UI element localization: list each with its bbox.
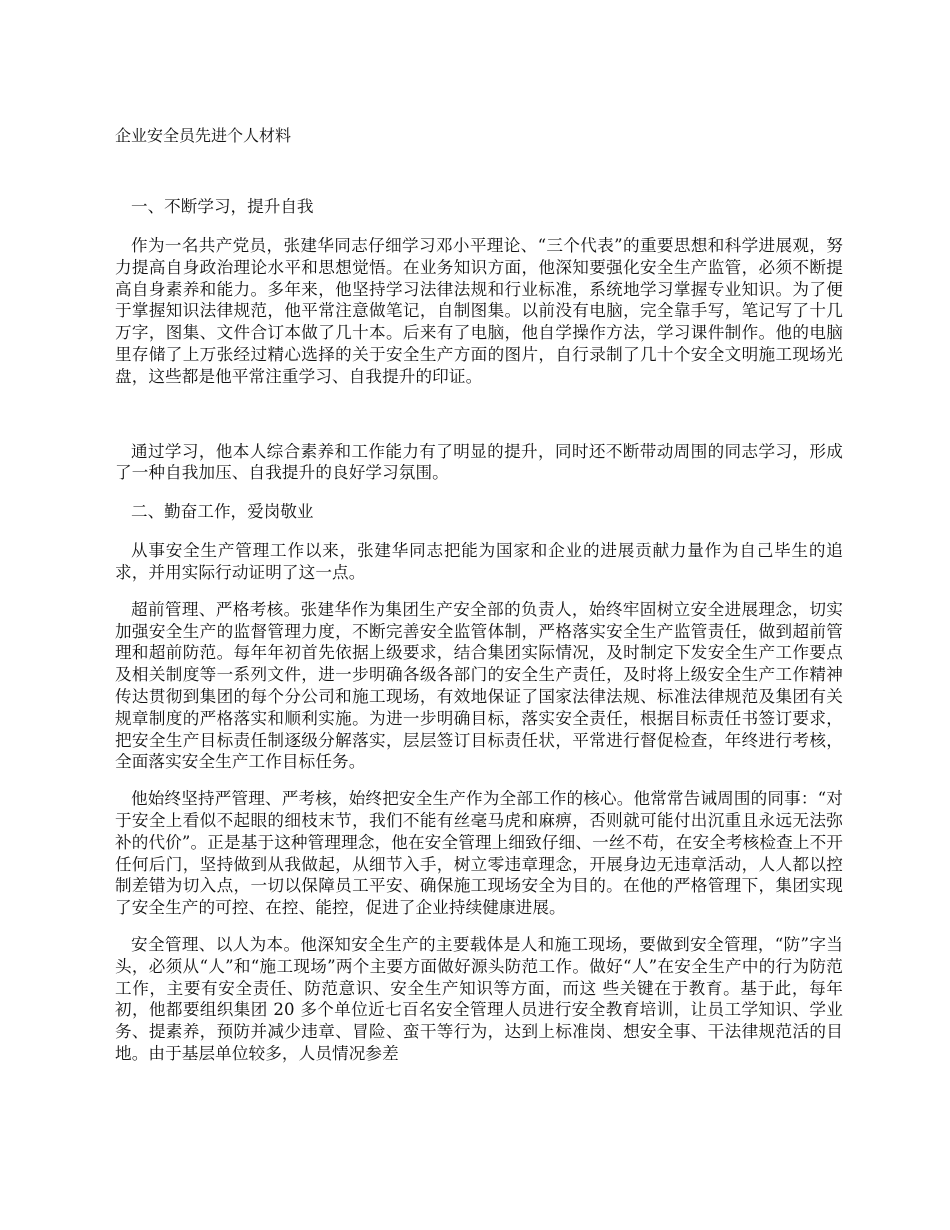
paragraph: 通过学习，他本人综合素养和工作能力有了明显的提升，同时还不断带动周围的同志学习，形成了一种自我加压、自我提升的良好学习氛围。 (115, 441, 843, 483)
paragraph: 从事安全生产管理工作以来，张建华同志把能为国家和企业的进展贡献力量作为自己毕生的追求，并用实际行动证明了这一点。 (115, 541, 843, 582)
section-heading-1: 一、不断学习，提升自我 (131, 197, 314, 216)
paragraph: 作为一名共产党员，张建华同志仔细学习邓小平理论、“三个代表”的重要思想和科学进展观，努力提高自身政治理论水平和思想觉悟。在业务知识方面，他深知要强化安全生产监管，必须不断提高自身素养和能力。多年来，他坚持学习法律法规和行业标准，系统地学习掌握专业知识。为了便于掌握知识法律规范，他平常注意做笔记，自制图集。以前没有电脑，完全靠手写，笔记写了十几万字，图集、文件合订本做了几十本。后来有了电脑，他自学操作方法，学习课件制作。他的电脑里存储了上万张经过精心选择的关于安全生产方面的图片，自行录制了几十个安全文明施工现场光盘，这些都是他平常注重学习、自我提升的印证。 (115, 236, 843, 386)
section-heading-2: 二、勤奋工作，爱岗敬业 (131, 502, 314, 522)
paragraph: 超前管理、严格考核。张建华作为集团生产安全部的负责人，始终牢固树立安全进展理念，切实加强安全生产的监督管理力度，不断完善安全监管体制，严格落实安全生产监管责任，做到超前管理和超前防范。每年年初首先依据上级要求，结合集团实际情况，及时制定下发安全生产工作要点及相关制度等一系列文件，进一步明确各级各部门的安全生产责任，及时将上级安全生产工作精神传达贯彻到集团的每个分公司和施工现场，有效地保证了国家法律法规、标准法律规范及集团有关规章制度的严格落实和顺利实施。为进一步明确目标，落实安全责任，根据目标责任书签订要求，把安全生产目标责任制逐级分解落实，层层签订目标责任状，平常进行督促检查，年终进行考核，全面落实安全生产工作目标任务。 (115, 599, 843, 772)
document-page (115, 125, 843, 1065)
paragraph: 安全管理、以人为本。他深知安全生产的主要载体是人和施工现场，要做到安全管理，“防”字当头，必须从“人”和“施工现场”两个主要方面做好源头防范工作。做好“人”在安全生产中的行为防范工作，主要有安全责任、防范意识、安全生产知识等方面，而这 些关键在于教育。基于此，每年初，他都要组织集团 20 多个单位近七百名安全管理人员进行安全教育培训，让员工学知识、学业务、提素养，预防并减少违章、冒险、蛮干等行为，达到上标准岗、想安全事、干法律规范活的目地。由于基层单位较多，人员情况参差 (115, 934, 843, 1063)
document-title: 企业安全员先进个人材料 (115, 126, 292, 145)
paragraph: 他始终坚持严管理、严考核，始终把安全生产作为全部工作的核心。他常常告诫周围的同事：“对于安全上看似不起眼的细枝末节，我们不能有丝毫马虎和麻痹，否则就可能付出沉重且永远无法弥补的代价”。正是基于这种管理理念，他在安全管理上细致仔细、一丝不苟，在安全考核检查上不开任何后门，坚持做到从我做起，从细节入手，树立零违章理念，开展身边无违章活动，人人都以控制差错为切入点，一切以保障员工平安、确保施工现场安全为目的。在他的严格管理下，集团实现了安全生产的可控、在控、能控，促进了企业持续健康进展。 (115, 789, 843, 918)
